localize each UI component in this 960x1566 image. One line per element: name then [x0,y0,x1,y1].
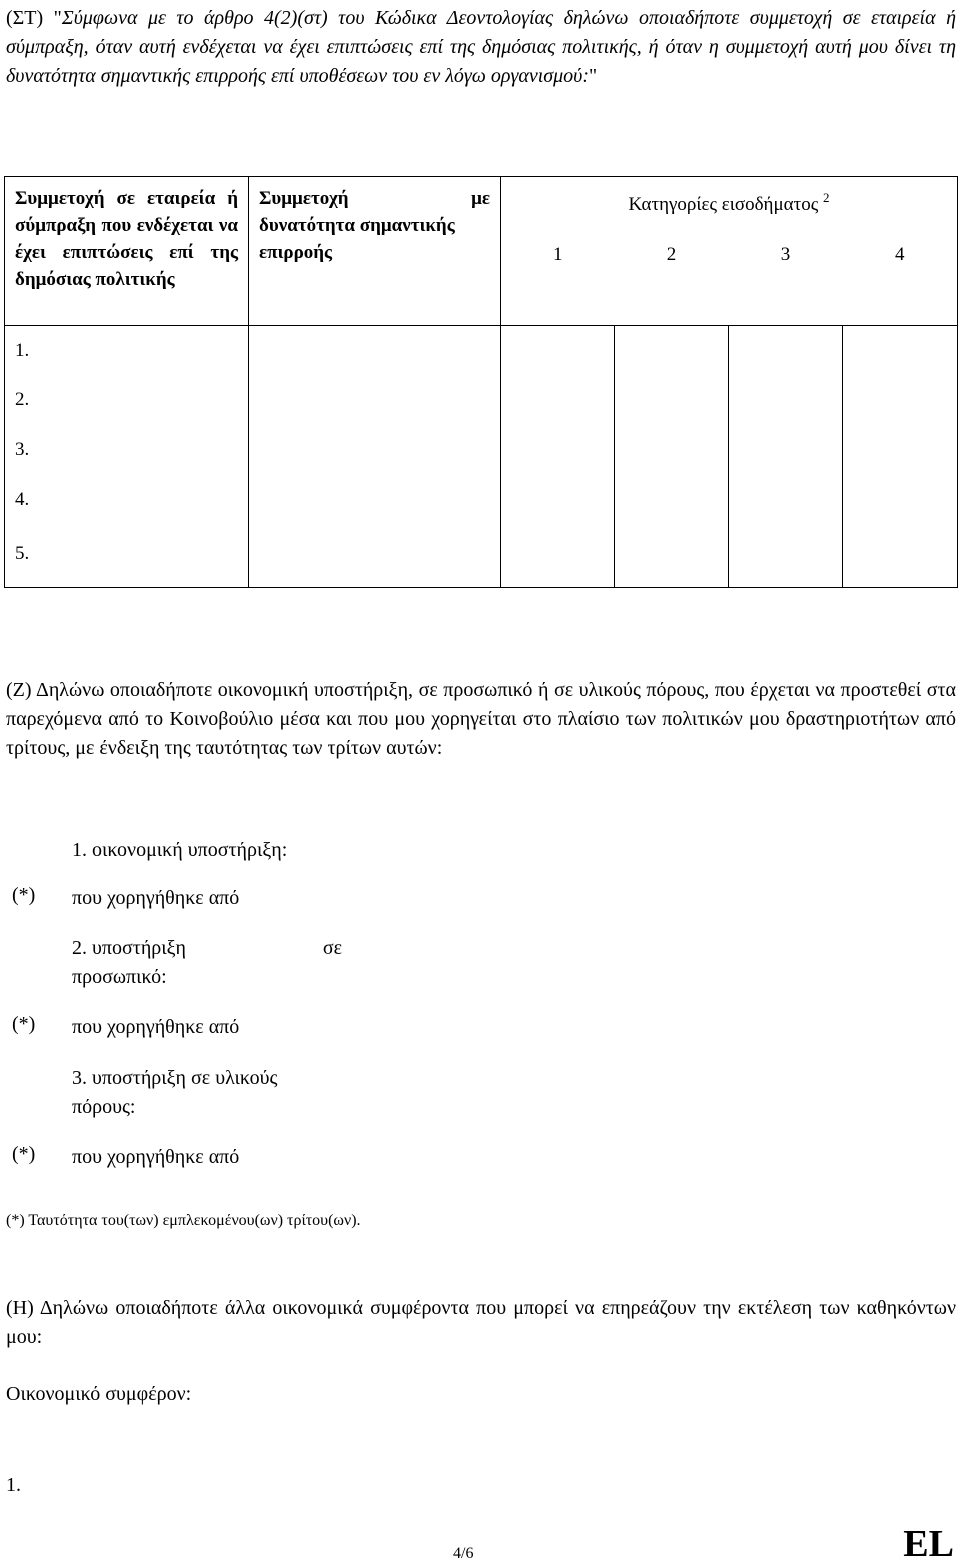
support-financial-title: 1. οικονομική υποστήριξη: [72,839,288,861]
support-material-title-line1: 3. υποστήριξη σε υλικούς [72,1067,278,1089]
participation-table [4,176,958,588]
page-number: 4/6 [453,1545,474,1562]
table-row-label: 4. [5,475,249,529]
category-1: 1 [501,233,615,326]
language-code: EL [903,1523,954,1565]
support-staff-given-by: που χορηγήθηκε από [72,1016,240,1038]
support-staff-title-b: σε [322,937,342,959]
income-categories-label: Κατηγορίες εισοδήματος [628,194,819,215]
third-party-footnote: (*) Ταυτότητα του(των) εμπλεκομένου(ων) τρίτου(ων). [6,1212,361,1229]
support-staff-star: (*) [12,1013,36,1035]
support-material-star: (*) [12,1143,36,1165]
section-h-paragraph: (Η) Δηλώνω οποιαδήποτε άλλα οικονομικά συμφέροντα που μπορεί να επηρεάζουν την εκτέλεση των καθηκόντων μου: [6,1297,956,1348]
table-cell-cat4 [843,326,958,588]
table-row-label: 3. [5,425,249,475]
table-cell-cat3 [729,326,843,588]
category-4: 4 [843,233,958,326]
table-cell-cat1 [501,326,615,588]
header-influence-word1: Συμμετοχή [259,188,349,209]
support-material-title-line2: πόρους: [72,1096,136,1118]
header-influence-word2: με [471,188,490,209]
intro-paragraph [6,4,956,91]
economic-interest-label: Οικονομικό συμφέρον: [6,1383,192,1405]
intro-lead: (ΣΤ) " [6,7,62,29]
header-influence-rest: δυνατότητα σημαντικής επιρροής [259,215,455,263]
intro-quote: Σύμφωνα με το άρθρο 4(2)(στ) του Κώδικα Δεοντολογίας δηλώνω οποιαδήποτε συμμετοχή σε εταιρεία ή σύμπραξη, όταν αυτή ενδέχεται να έχει επιπτώσεις επί της δημόσιας πολιτικής, ή όταν η συμμετοχή αυτή μου δίνει τη δυνατότητα σημαντικής επιρροής επί υποθέσεων του εν λόγω οργανισμού: [6,7,956,87]
support-staff-title-a: 2. υποστήριξη [72,937,187,959]
intro-tail: " [589,65,598,87]
table-cell-cat2 [615,326,729,588]
support-financial-star: (*) [12,884,36,906]
category-3: 3 [729,233,843,326]
header-income-categories [501,177,958,234]
support-staff-title-line1 [72,934,342,963]
support-staff-title-line2: προσωπικό: [72,966,167,988]
footnote-marker: 2 [823,190,830,205]
header-participation-company: Συμμετοχή σε εταιρεία ή σύμπραξη που ενδέχεται να έχει επιπτώσεις επί της δημόσιας πολιτικής [5,177,249,326]
table-row-label: 5. [5,529,249,587]
economic-interest-item: 1. [6,1474,21,1496]
header-significant-influence [249,177,501,326]
support-financial-given-by: που χορηγήθηκε από [72,887,240,909]
category-2: 2 [615,233,729,326]
table-cell-influence [249,326,501,588]
table-row-label: 1. [5,326,249,376]
section-z-paragraph: (Ζ) Δηλώνω οποιαδήποτε οικονομική υποστήριξη, σε προσωπικό ή σε υλικούς πόρους, που έρχεται να προστεθεί στα παρεχόμενα από το Κοινοβούλιο μέσα και που μου χορηγείται στο πλαίσιο των πολιτικών μου δραστηριοτήτων από τρίτους, με ένδειξη της ταυτότητας των τρίτων αυτών: [6,679,956,759]
table-row-label: 2. [5,375,249,425]
support-material-given-by: που χορηγήθηκε από [72,1146,240,1168]
